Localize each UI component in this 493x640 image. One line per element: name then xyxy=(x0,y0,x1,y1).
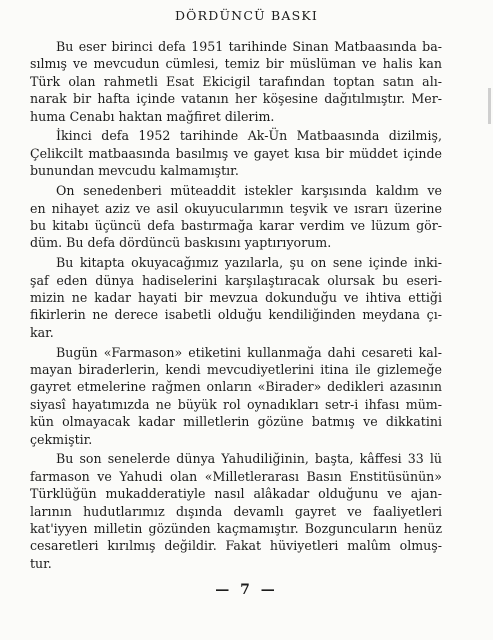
text-line: tur. xyxy=(30,555,52,571)
text-line: farmason ve Yahudi olan «Milletlerarası Basın Enstitüsünün» xyxy=(30,468,442,484)
text-line: bu kitabı üçüncü defa bastırmağa karar verdim ve lüzum gör- xyxy=(30,217,442,233)
text-line: Çelikcilt matbaasında basılmış ve gayet kısa bir müddet içinde xyxy=(30,145,442,161)
body-text xyxy=(30,38,442,572)
text-line: Bu eser birinci defa 1951 tarihinde Sinan Matbaasında ba- xyxy=(56,39,442,54)
text-line: larının hudutlarımız dışında devamlı gayret ve faaliyetleri xyxy=(30,503,442,519)
text-line: mayan biraderlerin, kendi mevcudiyetlerini itina ile gizlemeğe xyxy=(30,362,442,378)
text-line: çekmiştir. xyxy=(30,431,93,447)
paragraph-farmason xyxy=(30,344,442,448)
paragraph-second-edition xyxy=(30,127,442,179)
text-line: gayret etmelerine rağmen onların «Birader» dedikleri azasının xyxy=(30,379,442,395)
scan-edge-mark xyxy=(488,88,491,124)
text-line: huma Cenabı haktan mağfiret dilerim. xyxy=(30,108,275,124)
text-line: kün olmayacak kadar milletlerin gözüne batmış ve dikkatini xyxy=(30,414,442,430)
paragraph-world-events xyxy=(30,254,442,341)
text-line: On senedenberi müteaddit istekler karşısında kaldım ve xyxy=(56,183,442,199)
text-line: Bu kitapta okuyacağımız yazılarla, şu on sene içinde inki- xyxy=(56,255,442,271)
text-line: cesaretleri kırılmış değildir. Fakat hüviyetleri malûm olmuş- xyxy=(30,538,442,554)
text-line: Türk olan rahmetli Esat Ekicigil tarafından toptan satın alı- xyxy=(30,73,442,89)
paragraph-recent-years xyxy=(30,450,442,572)
paragraph-first-edition xyxy=(30,38,442,125)
text-line: Türklüğün mukadderatiyle nasıl alâkadar olduğunu ve ajan- xyxy=(30,486,442,502)
text-line: İkinci defa 1952 tarihinde Ak-Ün Matbaasında dizilmiş, xyxy=(56,128,442,144)
page-heading: DÖRDÜNCÜ BASKI xyxy=(174,8,319,23)
text-line: mizin ne kadar hayati bir mevzua dokunduğu ve ihtiva ettiği xyxy=(30,289,442,305)
text-line: kar. xyxy=(30,324,54,340)
text-line: narak bir hafta içinde vatanın her köşesine dağıtılmıştır. Mer- xyxy=(30,91,442,107)
text-line: Bugün «Farmason» etiketini kullanmağa dahi cesareti kal- xyxy=(56,344,442,360)
text-line: bunundan mevcudu kalmamıştır. xyxy=(30,163,239,179)
text-line: şaf eden dünya hadiselerini karşılaştıracak olursak bu eseri- xyxy=(30,272,442,288)
text-line: fikirlerin ne derece isabetli olduğu kendiliğinden meydana çı- xyxy=(30,307,442,323)
page-number: — 7 — xyxy=(215,582,278,598)
text-line: kat'iyyen milletin gözünden kaçmamıştır. Bozguncuların henüz xyxy=(30,521,442,537)
text-line: Bu son senelerde dünya Yahudiliğinin, başta, kâffesi 33 lü xyxy=(56,451,442,467)
text-line: siyasî hayatımızda ne büyük rol oynadıkları setr-i ihfası müm- xyxy=(30,396,442,412)
text-line: en nihayet aziz ve asil okuyucularımın teşvik ve ısrarı üzerine xyxy=(30,200,442,216)
text-line: sılmış ve mevcudun cümlesi, temiz bir müslüman ve halis kan xyxy=(30,56,442,72)
paragraph-fourth-edition xyxy=(30,182,442,252)
text-line: düm. Bu defa dördüncü baskısını yaptırıyorum. xyxy=(30,235,332,251)
